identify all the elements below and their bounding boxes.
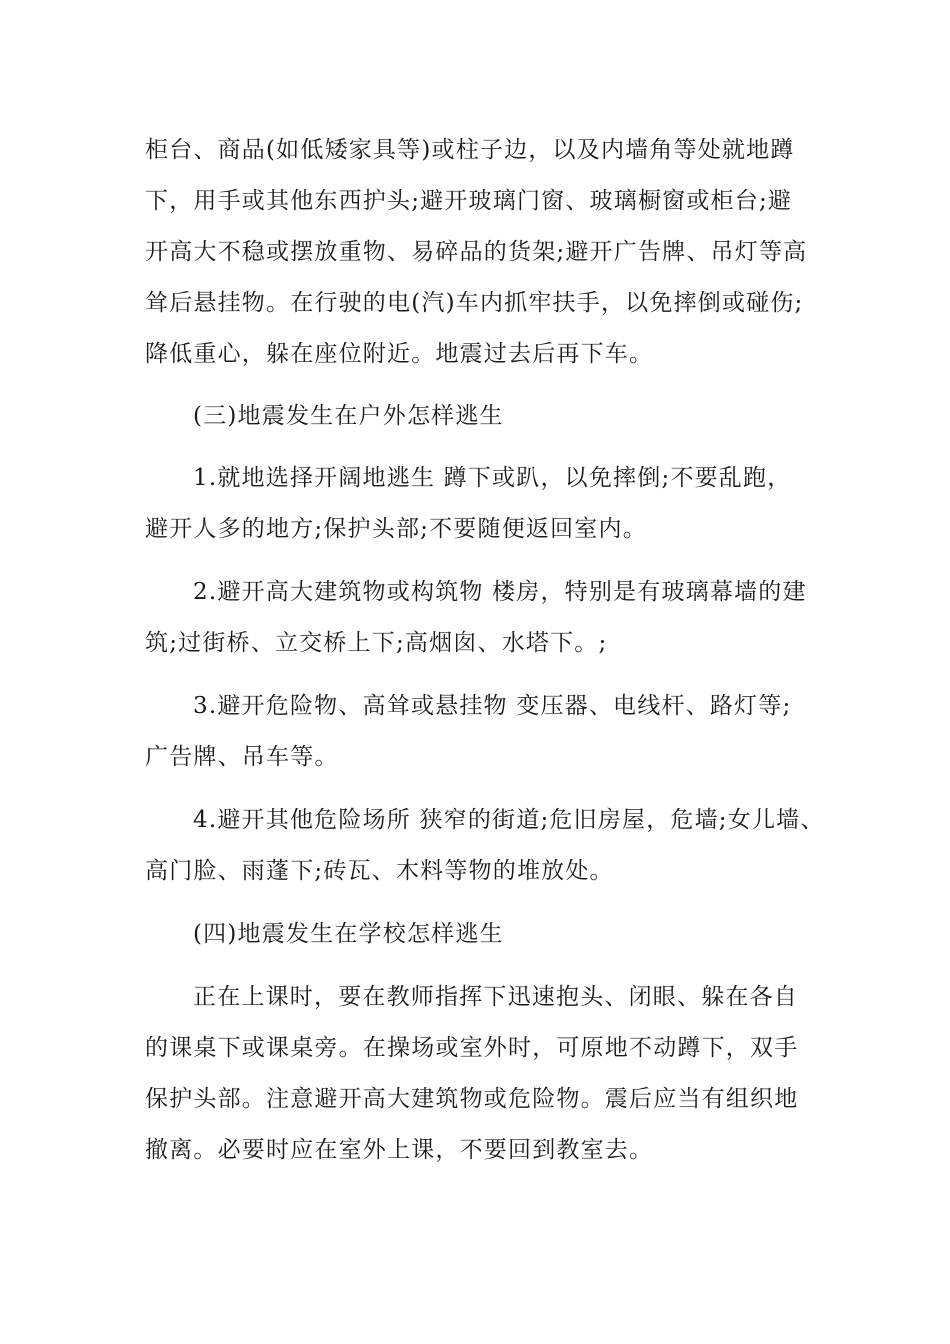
text-line: 降低重心，躲在座位附近。地震过去后再下车。	[145, 341, 654, 367]
text-line: 的课桌下或课桌旁。在操场或室外时，可原地不动蹲下，双手	[145, 1035, 799, 1061]
text-line: 柜台、商品(如低矮家具等)或柱子边，以及内墙角等处就地蹲	[145, 137, 795, 163]
text-line: 耸后悬挂物。在行驶的电(汽)车内抓牢扶手，以免摔倒或碰伤;	[145, 290, 804, 316]
text-line: 筑;过街桥、立交桥上下;高烟囱、水塔下。;	[145, 630, 608, 656]
text-line: 2.避开高大建筑物或构筑物 楼房，特别是有玻璃幕墙的建	[193, 579, 807, 605]
text-line: 避开人多的地方;保护头部;不要随便返回室内。	[145, 516, 647, 542]
text-line: 广告牌、吊车等。	[145, 744, 339, 770]
text-line: 4.避开其他危险场所 狭窄的街道;危旧房屋，危墙;女儿墙、	[193, 807, 825, 833]
text-line: 3.避开危险物、高耸或悬挂物 变压器、电线杆、路灯等;	[193, 693, 792, 719]
section-heading: (四)地震发生在学校怎样逃生	[193, 921, 504, 947]
text-line: 高门脸、雨蓬下;砖瓦、木料等物的堆放处。	[145, 858, 614, 884]
text-line: 下，用手或其他东西护头;避开玻璃门窗、玻璃橱窗或柜台;避	[145, 188, 793, 214]
text-line: 撤离。必要时应在室外上课，不要回到教室去。	[145, 1137, 654, 1163]
text-line: 正在上课时，要在教师指挥下迅速抱头、闭眼、躲在各自	[193, 984, 798, 1010]
text-line: 1.就地选择开阔地逃生 蹲下或趴，以免摔倒;不要乱跑，	[193, 465, 792, 491]
text-line: 保护头部。注意避开高大建筑物或危险物。震后应当有组织地	[145, 1086, 799, 1112]
text-line: 开高大不稳或摆放重物、易碎品的货架;避开广告牌、吊灯等高	[145, 239, 808, 265]
section-heading: (三)地震发生在户外怎样逃生	[193, 403, 504, 429]
